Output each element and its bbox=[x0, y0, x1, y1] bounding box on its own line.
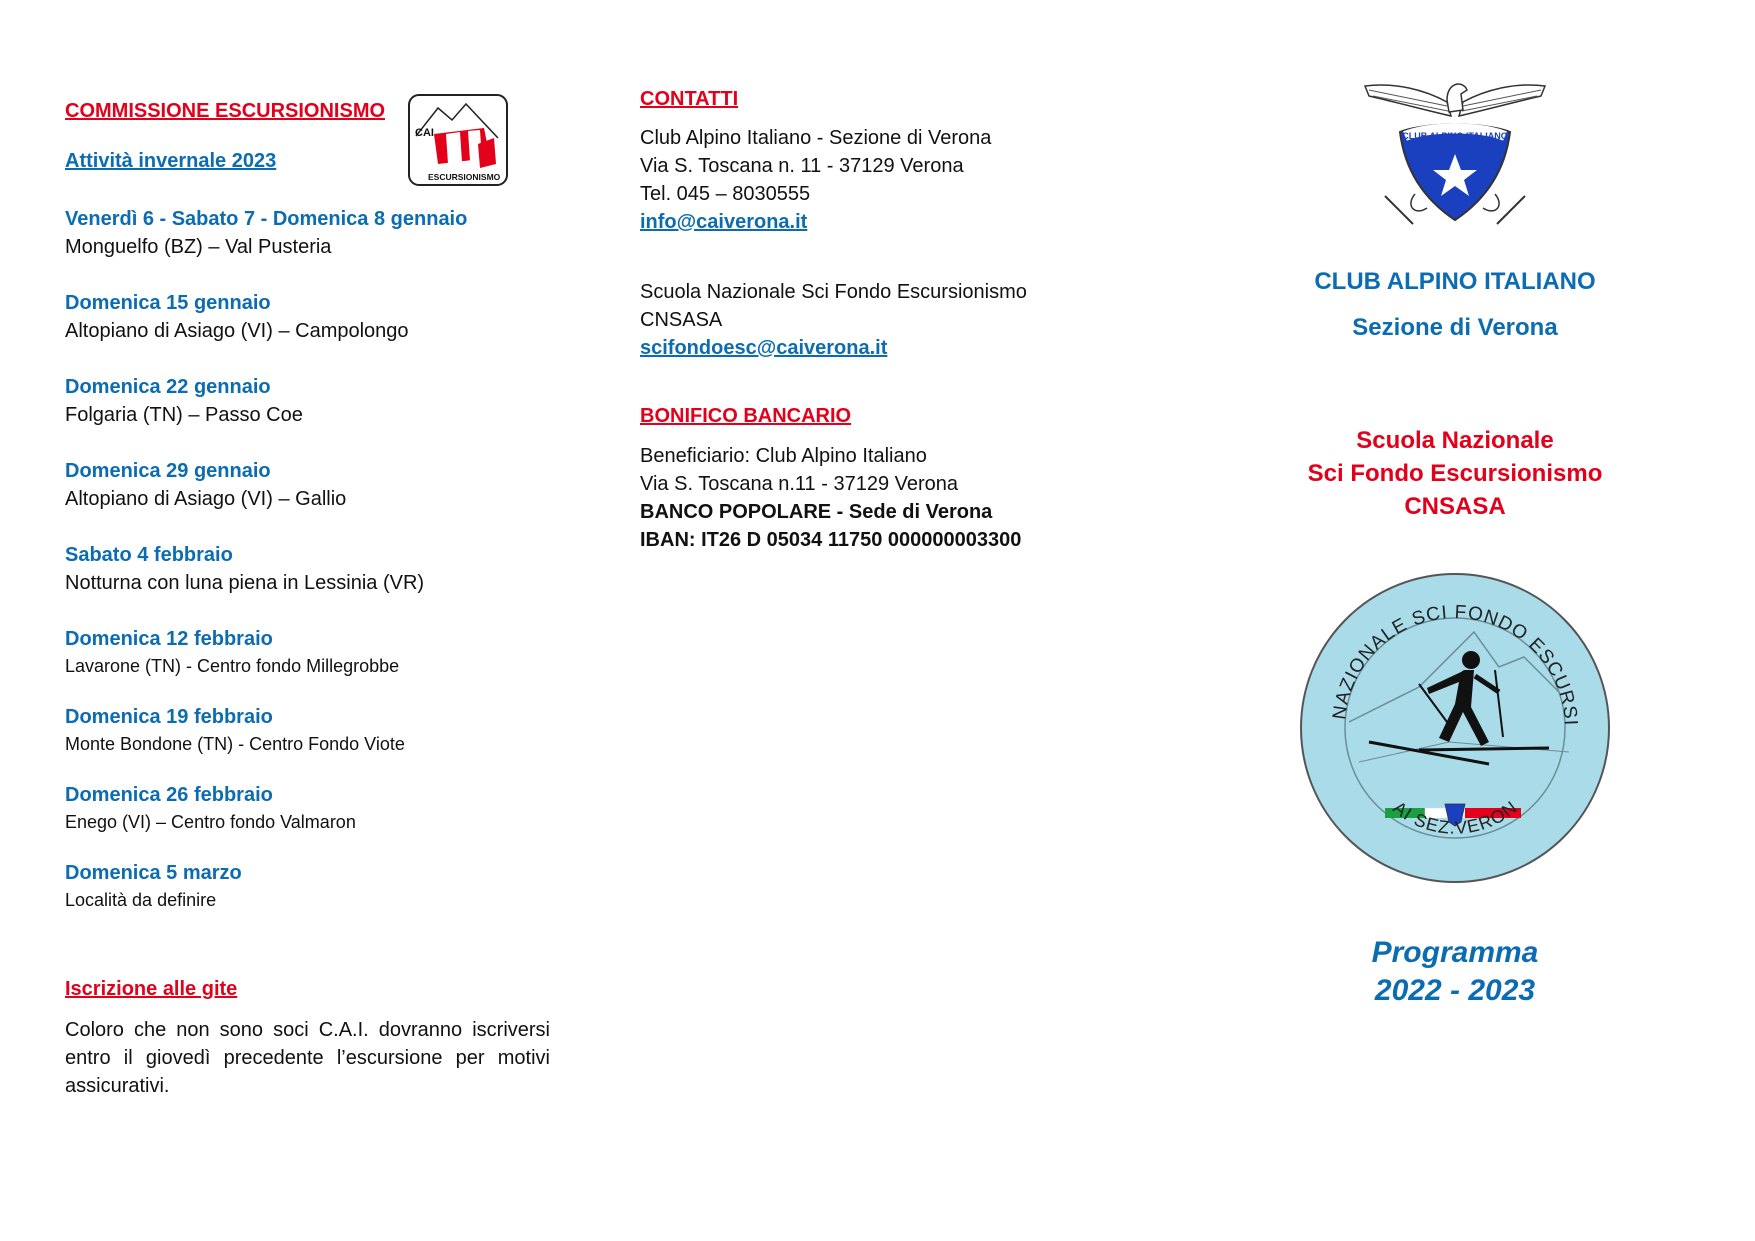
bank-line: Beneficiario: Club Alpino Italiano bbox=[640, 445, 927, 467]
school-line: Scuola Nazionale Sci Fondo Escursionismo bbox=[640, 281, 1027, 303]
emblem-text: CLUB ALPINO ITALIANO bbox=[1402, 131, 1508, 141]
bank-line: Via S. Toscana n.11 - 37129 Verona bbox=[640, 473, 959, 495]
badge-bottom-text: AI SEZ.VERON bbox=[1389, 796, 1522, 838]
bank-title: BONIFICO BANCARIO bbox=[640, 405, 852, 427]
cai-escursionismo-logo bbox=[408, 94, 508, 186]
bank-name bbox=[640, 498, 1100, 526]
bank-name-sep: - bbox=[831, 501, 849, 523]
skier-badge-icon bbox=[1299, 572, 1611, 884]
iban: IBAN: IT26 D 05034 11750 000000003300 bbox=[640, 529, 1022, 551]
event-place: Notturna con luna piena in Lessinia (VR) bbox=[65, 572, 425, 594]
school-title-line: CNSASA bbox=[1404, 493, 1506, 520]
event-0 bbox=[65, 205, 550, 261]
cai-escursionismo-logo-icon bbox=[408, 94, 508, 186]
event-date: Domenica 29 gennaio bbox=[65, 460, 271, 482]
event-place: Altopiano di Asiago (VI) – Campolongo bbox=[65, 320, 409, 342]
cai-emblem bbox=[1355, 76, 1555, 238]
school-title-line: Sci Fondo Escursionismo bbox=[1307, 460, 1603, 487]
event-7 bbox=[65, 781, 550, 835]
badge-top-text: NAZIONALE SCI FONDO ESCURSI bbox=[1329, 601, 1582, 727]
event-place: Folgaria (TN) – Passo Coe bbox=[65, 404, 303, 426]
school-line: CNSASA bbox=[640, 309, 723, 331]
event-date: Sabato 4 febbraio bbox=[65, 544, 233, 566]
contacts-line: Club Alpino Italiano - Sezione di Verona bbox=[640, 127, 992, 149]
program-years: 2022 - 2023 bbox=[1374, 974, 1536, 1007]
event-date: Domenica 15 gennaio bbox=[65, 292, 271, 314]
event-8 bbox=[65, 859, 550, 913]
contacts-title: CONTATTI bbox=[640, 88, 739, 110]
logo-escursionismo-text: ESCURSIONISMO bbox=[428, 172, 501, 182]
bank-name-a: BANCO POPOLARE bbox=[640, 501, 832, 523]
school-block bbox=[640, 278, 1100, 362]
school-email-link[interactable]: scifondoesc@caiverona.it bbox=[640, 337, 888, 359]
contacts-line: Tel. 045 – 8030555 bbox=[640, 183, 811, 205]
eagle-emblem-icon bbox=[1355, 76, 1555, 238]
event-place: Località da definire bbox=[65, 890, 217, 910]
school-title bbox=[1245, 424, 1665, 523]
event-5 bbox=[65, 625, 550, 679]
school-title-line: Scuola Nazionale bbox=[1356, 427, 1554, 454]
event-date: Domenica 26 febbraio bbox=[65, 784, 273, 806]
event-2 bbox=[65, 373, 550, 429]
event-place: Lavarone (TN) - Centro fondo Millegrobbe bbox=[65, 656, 400, 676]
bank-name-b: Sede di Verona bbox=[848, 501, 993, 523]
commission-title: COMMISSIONE ESCURSIONISMO bbox=[65, 100, 386, 122]
contacts-line: Via S. Toscana n. 11 - 37129 Verona bbox=[640, 155, 964, 177]
event-6 bbox=[65, 703, 550, 757]
event-4 bbox=[65, 541, 550, 597]
event-date: Domenica 19 febbraio bbox=[65, 706, 273, 728]
event-1 bbox=[65, 289, 550, 345]
section-name: Sezione di Verona bbox=[1352, 314, 1558, 341]
registration-title: Iscrizione alle gite bbox=[65, 978, 238, 1000]
club-name: CLUB ALPINO ITALIANO bbox=[1314, 268, 1596, 295]
activity-title[interactable]: Attività invernale 2023 bbox=[65, 150, 277, 172]
logo-cai-text: CAI bbox=[415, 127, 434, 139]
bank-block bbox=[640, 442, 1100, 554]
event-date: Domenica 5 marzo bbox=[65, 862, 242, 884]
event-place: Enego (VI) – Centro fondo Valmaron bbox=[65, 812, 356, 832]
event-place: Monguelfo (BZ) – Val Pusteria bbox=[65, 236, 332, 258]
event-date: Domenica 12 febbraio bbox=[65, 628, 273, 650]
contacts-block bbox=[640, 124, 1100, 236]
event-date: Domenica 22 gennaio bbox=[65, 376, 271, 398]
contacts-email-link[interactable]: info@caiverona.it bbox=[640, 211, 808, 233]
event-3 bbox=[65, 457, 550, 513]
event-place: Altopiano di Asiago (VI) – Gallio bbox=[65, 488, 347, 510]
program-block bbox=[1245, 934, 1665, 1010]
program-title: Programma bbox=[1371, 936, 1539, 969]
event-date: Venerdì 6 - Sabato 7 - Domenica 8 gennaio bbox=[65, 208, 468, 230]
ski-school-badge bbox=[1299, 572, 1611, 884]
registration-text: Coloro che non sono soci C.A.I. dovranno iscriversi entro il giovedì precedente l’escursione per motivi assicurativi. bbox=[65, 1019, 550, 1097]
event-place: Monte Bondone (TN) - Centro Fondo Viote bbox=[65, 734, 405, 754]
